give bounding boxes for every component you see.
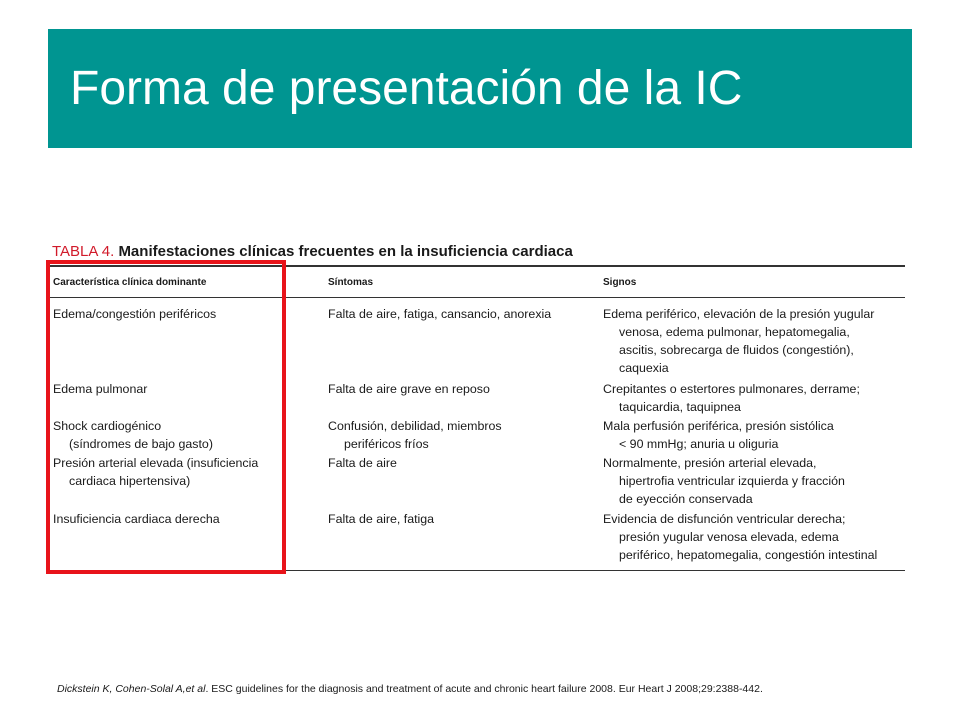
sign-line: presión yugular venosa elevada, edema bbox=[619, 530, 839, 544]
citation-footnote bbox=[57, 682, 957, 696]
table-row-symptoms bbox=[328, 454, 397, 472]
feature-line: (síndromes de bajo gasto) bbox=[69, 437, 213, 451]
symptom-line: Confusión, debilidad, miembros bbox=[328, 419, 502, 433]
table-row-symptoms bbox=[328, 417, 502, 453]
highlight-box bbox=[46, 260, 286, 574]
sign-line: Normalmente, presión arterial elevada, bbox=[603, 456, 817, 470]
sign-line: < 90 mmHg; anuria u oliguria bbox=[619, 437, 779, 451]
symptom-line: Falta de aire bbox=[328, 456, 397, 470]
table-row-signs bbox=[603, 454, 845, 508]
table-row-signs bbox=[603, 380, 860, 416]
slide-title: Forma de presentación de la IC bbox=[70, 62, 743, 115]
feature-line: Edema pulmonar bbox=[53, 382, 148, 396]
sign-line: venosa, edema pulmonar, hepatomegalia, bbox=[619, 325, 850, 339]
sign-line: Edema periférico, elevación de la presión yugular bbox=[603, 307, 875, 321]
footnote-text: . ESC guidelines for the diagnosis and treatment of acute and chronic heart failure 2008. Eur Heart J 2008;29:2388-442. bbox=[205, 683, 763, 695]
footnote-authors: Dickstein K, Cohen-Solal A,et al bbox=[57, 683, 206, 695]
table-row-signs bbox=[603, 305, 874, 377]
column-header-signs: Signos bbox=[603, 277, 637, 288]
sign-line: caquexia bbox=[619, 361, 669, 375]
symptom-line: Falta de aire, fatiga, cansancio, anorexia bbox=[328, 307, 552, 321]
sign-line: Evidencia de disfunción ventricular derecha; bbox=[603, 512, 846, 526]
feature-line: Insuficiencia cardiaca derecha bbox=[53, 512, 220, 526]
symptom-line: Falta de aire, fatiga bbox=[328, 512, 435, 526]
title-banner bbox=[48, 29, 912, 148]
sign-line: ascitis, sobrecarga de fluidos (congestión), bbox=[619, 343, 854, 357]
feature-line: cardiaca hipertensiva) bbox=[69, 474, 191, 488]
feature-line: Shock cardiogénico bbox=[53, 419, 162, 433]
table-row-symptoms bbox=[328, 510, 434, 528]
feature-line: Presión arterial elevada (insuficiencia bbox=[53, 456, 259, 470]
sign-line: hipertrofia ventricular izquierda y fracción bbox=[619, 474, 845, 488]
table-row-signs bbox=[603, 417, 834, 453]
feature-line: Edema/congestión periféricos bbox=[53, 307, 217, 321]
sign-line: de eyección conservada bbox=[619, 492, 753, 506]
sign-line: taquicardia, taquipnea bbox=[619, 400, 741, 414]
table-caption-label: TABLA 4. bbox=[52, 243, 115, 260]
table-caption bbox=[52, 243, 904, 261]
sign-line: Mala perfusión periférica, presión sistólica bbox=[603, 419, 834, 433]
sign-line: Crepitantes o estertores pulmonares, derrame; bbox=[603, 382, 860, 396]
table-row-signs bbox=[603, 510, 877, 564]
table-row-symptoms bbox=[328, 305, 551, 323]
symptom-line: Falta de aire grave en reposo bbox=[328, 382, 490, 396]
table-caption-title: Manifestaciones clínicas frecuentes en la insuficiencia cardiaca bbox=[118, 243, 573, 260]
column-header-symptoms: Síntomas bbox=[328, 277, 374, 288]
symptom-line: periféricos fríos bbox=[344, 437, 429, 451]
sign-line: periférico, hepatomegalia, congestión intestinal bbox=[619, 548, 878, 562]
column-header-feature: Característica clínica dominante bbox=[53, 277, 207, 288]
table-row-symptoms bbox=[328, 380, 490, 398]
